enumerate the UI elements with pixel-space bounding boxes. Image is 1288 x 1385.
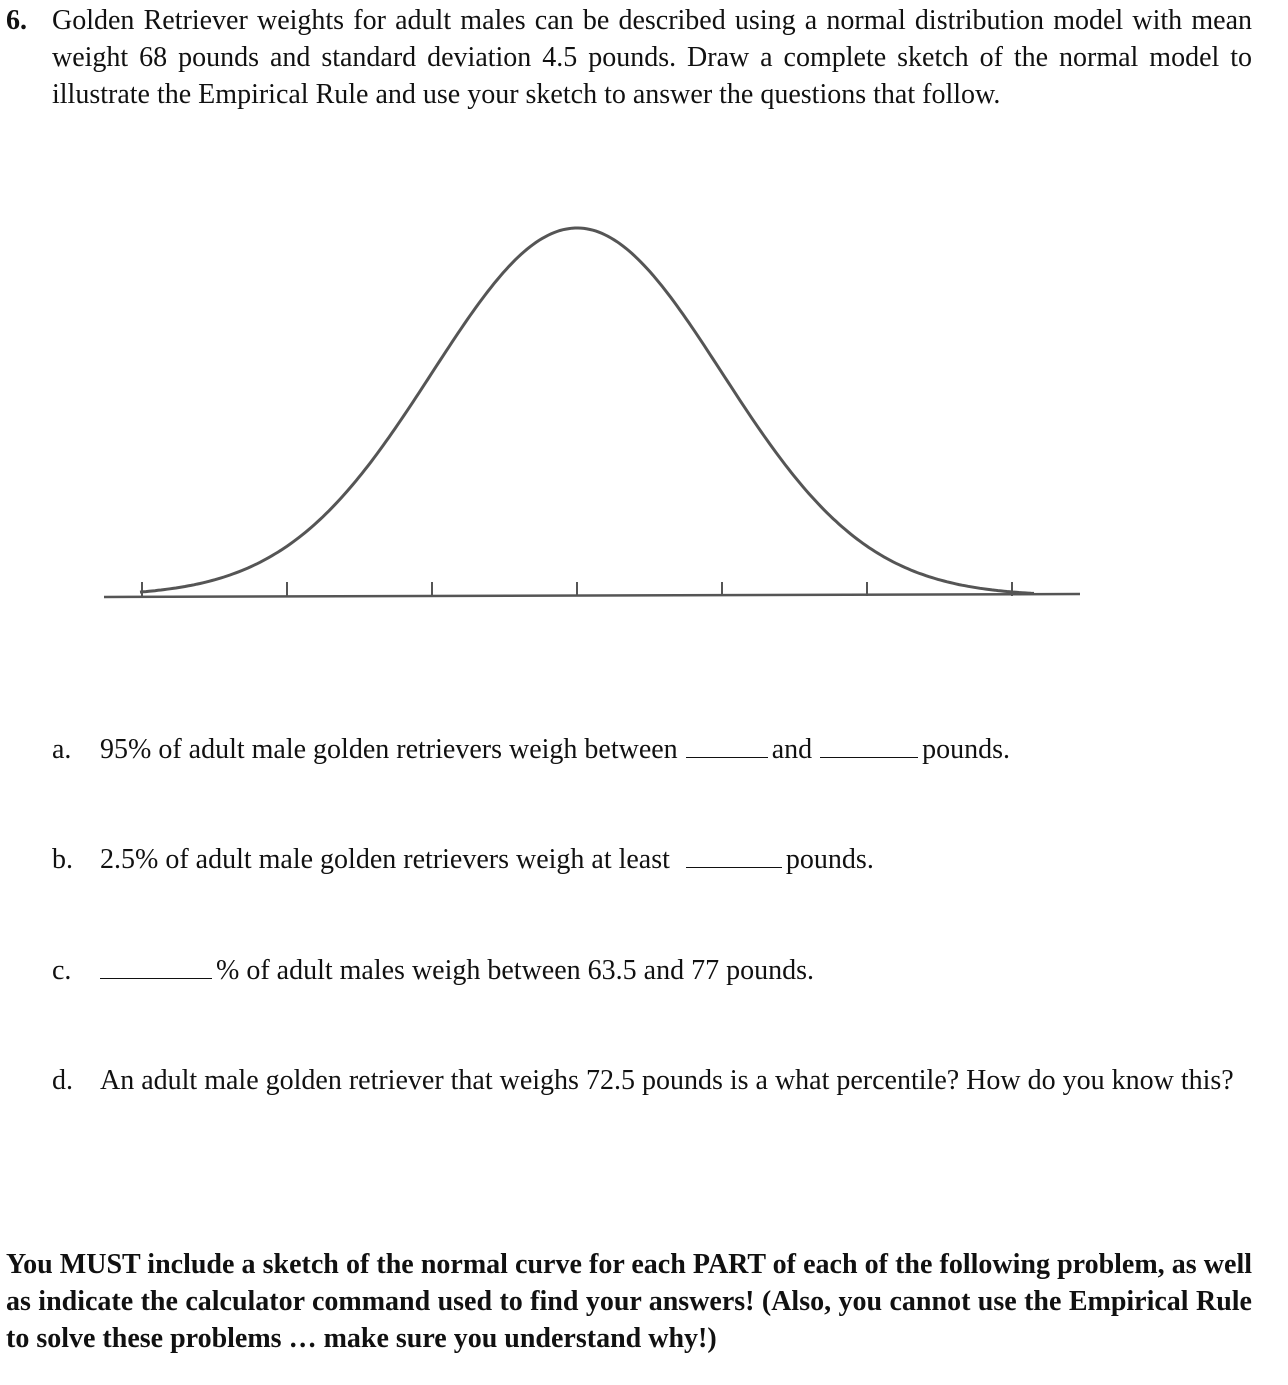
question-text: Golden Retriever weights for adult males can be described using a normal distribution model with mean weight 68 pounds and standard deviation 4.5 pounds. Draw a complete sketch of the normal model to illustrate the Empirical Rule and use your sketch to answer the questions that follow. <box>52 5 1252 110</box>
x-axis <box>104 594 1080 597</box>
part-b-body <box>100 841 874 878</box>
part-a-blank-upper[interactable] <box>820 735 918 758</box>
part-b-text-before: 2.5% of adult male golden retrievers weigh at least <box>100 844 670 875</box>
question-number: 6. <box>6 5 27 36</box>
part-b-text-after: pounds. <box>785 844 874 875</box>
instructions: You MUST include a sketch of the normal curve for each PART of each of the following problem, as well as indicate the calculator command used to find your answers! (Also, you cannot use the Empirical Rule to solve these problems … make sure you understand why!) <box>6 1249 1252 1354</box>
part-a-letter: a. <box>52 734 72 765</box>
part-c-body <box>100 952 814 989</box>
part-c-letter: c. <box>52 955 72 986</box>
part-b-blank[interactable] <box>686 845 782 868</box>
part-a-text-before: 95% of adult male golden retrievers weigh between <box>100 734 678 765</box>
part-a-text-after: pounds. <box>922 734 1011 765</box>
part-c-text-after: % of adult males weigh between 63.5 and 77 pounds. <box>216 955 814 986</box>
part-a-blank-lower[interactable] <box>686 735 768 758</box>
part-d-letter: d. <box>52 1065 73 1096</box>
axis-ticks <box>142 582 1012 596</box>
bell-curve <box>140 228 1034 593</box>
part-a-text-middle: and <box>771 734 813 765</box>
part-c-blank[interactable] <box>100 956 212 979</box>
part-b-letter: b. <box>52 844 73 875</box>
part-a-body <box>100 731 1010 768</box>
part-d-text: An adult male golden retriever that weighs 72.5 pounds is a what percentile? How do you know this? <box>100 1065 1234 1096</box>
